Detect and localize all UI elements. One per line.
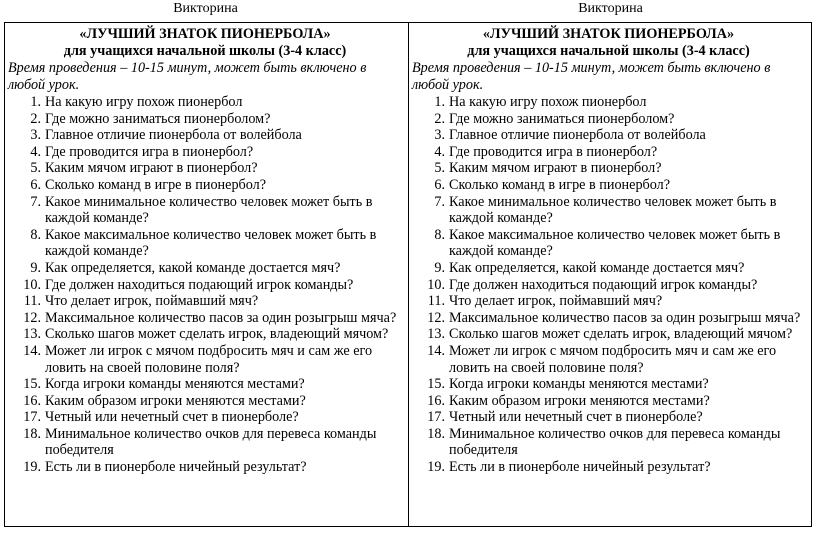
- question-item: [412, 111, 805, 128]
- question-number: 12.: [23, 309, 41, 326]
- question-item: [412, 127, 805, 144]
- question-text: Каким образом игроки меняются местами?: [45, 392, 306, 409]
- question-item: [412, 326, 805, 343]
- question-text: Где должен находиться подающий игрок команды?: [45, 276, 354, 293]
- question-number: 3.: [30, 127, 41, 144]
- question-text: Когда игроки команды меняются местами?: [45, 376, 305, 393]
- question-text: Какое минимальное количество человек может быть в каждой команде?: [45, 193, 373, 227]
- question-list: [412, 94, 805, 476]
- question-item: [8, 260, 402, 277]
- quiz-title: «ЛУЧШИЙ ЗНАТОК ПИОНЕРБОЛА»: [482, 26, 735, 42]
- question-text: Четный или нечетный счет в пионерболе?: [449, 409, 703, 426]
- question-text: Сколько команд в игре в пионербол?: [45, 176, 267, 193]
- question-text: Как определяется, какой команде достается мяч?: [45, 259, 341, 276]
- question-number: 4.: [30, 143, 41, 160]
- question-text: Есть ли в пионерболе ничейный результат?: [45, 459, 307, 476]
- question-item: [412, 393, 805, 410]
- question-item: [8, 459, 402, 476]
- question-item: [412, 426, 805, 459]
- question-item: [8, 343, 402, 376]
- question-text: Сколько команд в игре в пионербол?: [449, 176, 671, 193]
- question-number: 15.: [23, 376, 41, 393]
- question-text: Где можно заниматься пионерболом?: [449, 110, 675, 127]
- question-item: [412, 227, 805, 260]
- question-item: [8, 376, 402, 393]
- quiz-title: «ЛУЧШИЙ ЗНАТОК ПИОНЕРБОЛА»: [79, 26, 331, 42]
- question-number: 3.: [434, 127, 445, 144]
- quiz-card-right: [408, 23, 811, 526]
- question-item: [412, 177, 805, 194]
- question-number: 16.: [427, 392, 445, 409]
- question-text: Минимальное количество очков для перевеса команды победителя: [449, 425, 781, 459]
- question-text: Может ли игрок с мячом подбросить мяч и сам же его ловить на своей половине поля?: [449, 342, 777, 376]
- page-header-left: Викторина: [173, 1, 238, 16]
- question-text: Что делает игрок, поймавший мяч?: [449, 293, 663, 310]
- question-number: 10.: [427, 276, 445, 293]
- question-text: Каким образом игроки меняются местами?: [449, 392, 710, 409]
- question-number: 16.: [23, 392, 41, 409]
- question-number: 5.: [30, 160, 41, 177]
- question-text: Главное отличие пионербола от волейбола: [449, 127, 706, 144]
- question-number: 6.: [30, 176, 41, 193]
- question-item: [412, 194, 805, 227]
- question-number: 15.: [427, 376, 445, 393]
- question-item: [8, 127, 402, 144]
- question-text: На какую игру похож пионербол: [45, 94, 243, 110]
- question-number: 2.: [434, 110, 445, 127]
- question-item: [8, 310, 402, 327]
- question-number: 17.: [23, 409, 41, 426]
- question-number: 6.: [434, 176, 445, 193]
- question-number: 18.: [23, 425, 41, 442]
- question-number: 2.: [30, 110, 41, 127]
- question-number: 18.: [427, 425, 445, 442]
- question-text: Максимальное количество пасов за один розыгрыш мяча?: [449, 309, 801, 326]
- question-number: 1.: [434, 94, 445, 110]
- quiz-card-left: [5, 23, 408, 526]
- question-text: Какое максимальное количество человек может быть в каждой команде?: [45, 226, 377, 260]
- question-item: [8, 293, 402, 310]
- question-number: 14.: [23, 342, 41, 359]
- question-number: 7.: [30, 193, 41, 210]
- question-item: [8, 227, 402, 260]
- question-item: [412, 409, 805, 426]
- quiz-table: [4, 22, 812, 527]
- question-text: Сколько шагов может сделать игрок, владеющий мячом?: [45, 326, 389, 343]
- question-text: Какое минимальное количество человек может быть в каждой команде?: [449, 193, 777, 227]
- question-item: [412, 293, 805, 310]
- question-text: Сколько шагов может сделать игрок, владеющий мячом?: [449, 326, 793, 343]
- question-item: [8, 277, 402, 294]
- question-number: 13.: [427, 326, 445, 343]
- question-item: [412, 376, 805, 393]
- question-number: 8.: [30, 226, 41, 243]
- question-number: 5.: [434, 160, 445, 177]
- question-item: [412, 94, 805, 111]
- question-number: 19.: [427, 459, 445, 476]
- question-number: 7.: [434, 193, 445, 210]
- question-item: [412, 144, 805, 161]
- question-item: [412, 343, 805, 376]
- question-number: 17.: [427, 409, 445, 426]
- question-text: Четный или нечетный счет в пионерболе?: [45, 409, 299, 426]
- question-item: [412, 310, 805, 327]
- question-text: Где должен находиться подающий игрок команды?: [449, 276, 758, 293]
- question-number: 9.: [30, 259, 41, 276]
- quiz-intro: Время проведения – 10-15 минут, может быть включено в любой урок.: [8, 60, 367, 93]
- question-item: [8, 160, 402, 177]
- question-item: [8, 144, 402, 161]
- question-text: Как определяется, какой команде достается мяч?: [449, 259, 745, 276]
- question-text: Где проводится игра в пионербол?: [45, 143, 254, 160]
- question-number: 19.: [23, 459, 41, 476]
- question-item: [8, 111, 402, 128]
- question-number: 10.: [23, 276, 41, 293]
- question-number: 4.: [434, 143, 445, 160]
- question-number: 14.: [427, 342, 445, 359]
- question-item: [8, 94, 402, 111]
- question-item: [412, 160, 805, 177]
- question-number: 11.: [427, 293, 445, 310]
- question-item: [412, 277, 805, 294]
- question-item: [8, 194, 402, 227]
- question-text: Есть ли в пионерболе ничейный результат?: [449, 459, 711, 476]
- quiz-intro: Время проведения – 10-15 минут, может быть включено в любой урок.: [412, 60, 771, 93]
- quiz-subtitle: для учащихся начальной школы (3-4 класс): [63, 43, 347, 59]
- question-item: [8, 409, 402, 426]
- quiz-subtitle: для учащихся начальной школы (3-4 класс): [467, 43, 750, 59]
- question-text: Где можно заниматься пионерболом?: [45, 110, 271, 127]
- question-number: 13.: [23, 326, 41, 343]
- question-number: 9.: [434, 259, 445, 276]
- question-item: [8, 426, 402, 459]
- question-text: Когда игроки команды меняются местами?: [449, 376, 709, 393]
- question-number: 12.: [427, 309, 445, 326]
- question-number: 8.: [434, 226, 445, 243]
- question-number: 1.: [30, 94, 41, 110]
- question-text: Минимальное количество очков для перевеса команды победителя: [45, 425, 377, 459]
- question-text: Что делает игрок, поймавший мяч?: [45, 293, 259, 310]
- question-item: [8, 177, 402, 194]
- question-text: Может ли игрок с мячом подбросить мяч и сам же его ловить на своей половине поля?: [45, 342, 373, 376]
- question-text: Главное отличие пионербола от волейбола: [45, 127, 302, 144]
- question-item: [412, 260, 805, 277]
- page-header-right: Викторина: [578, 1, 643, 16]
- question-text: Каким мячом играют в пионербол?: [449, 160, 662, 177]
- question-text: Максимальное количество пасов за один розыгрыш мяча?: [45, 309, 397, 326]
- question-item: [8, 393, 402, 410]
- question-list: [8, 94, 402, 476]
- question-number: 11.: [23, 293, 41, 310]
- question-item: [412, 459, 805, 476]
- question-item: [8, 326, 402, 343]
- question-text: Каким мячом играют в пионербол?: [45, 160, 258, 177]
- question-text: Какое максимальное количество человек может быть в каждой команде?: [449, 226, 781, 260]
- question-text: На какую игру похож пионербол: [449, 94, 647, 110]
- question-text: Где проводится игра в пионербол?: [449, 143, 658, 160]
